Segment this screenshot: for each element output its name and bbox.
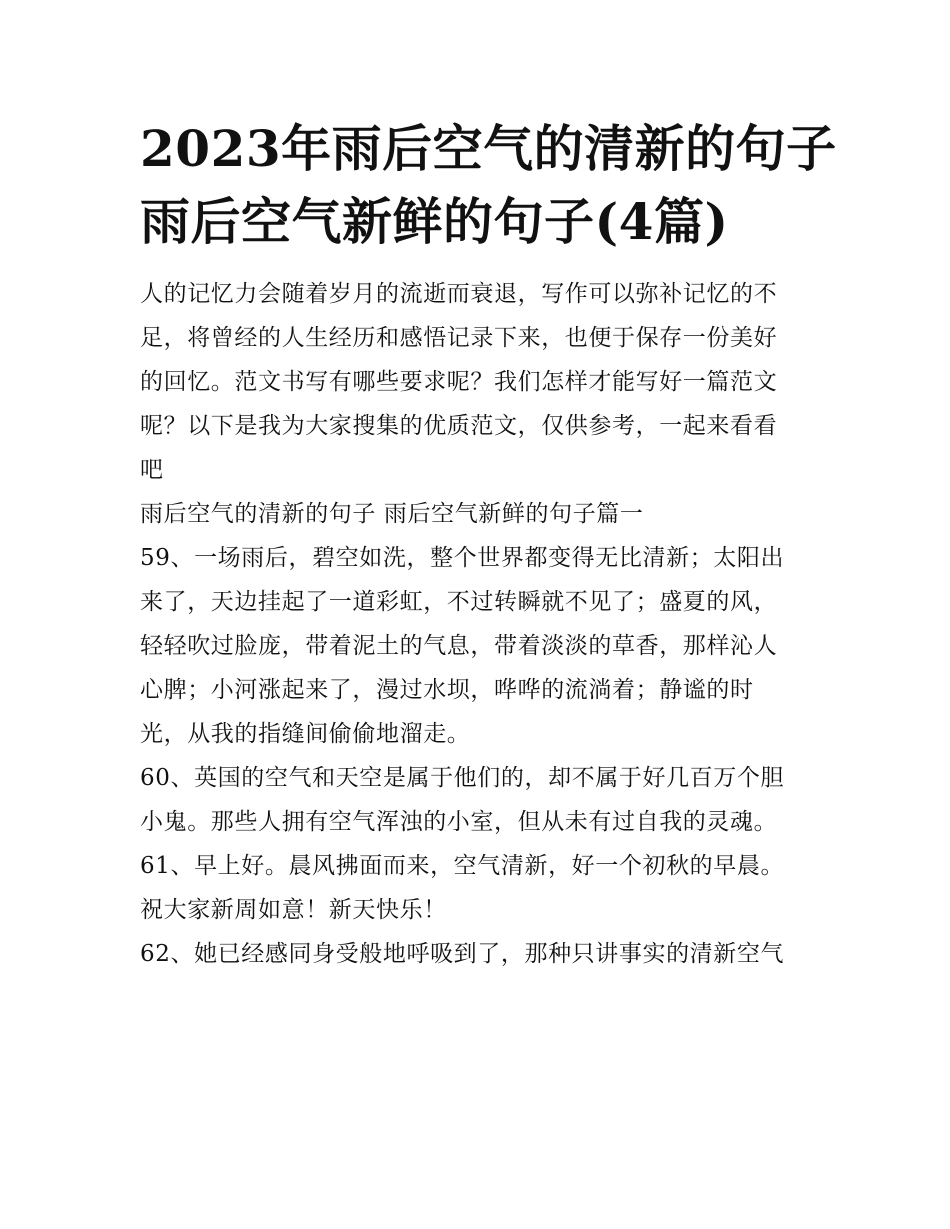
intro-paragraph xyxy=(140,272,820,492)
text-line: 小鬼。那些人拥有空气浑浊的小室，但从未有过自我的灵魂。 xyxy=(140,809,778,835)
document-title xyxy=(140,112,837,258)
section-heading xyxy=(140,492,820,536)
sentence-item-61 xyxy=(140,844,820,932)
text-line: 吧 xyxy=(140,457,164,483)
text-line: 轻轻吹过脸庞，带着泥土的气息，带着淡淡的草香，那样沁人 xyxy=(140,633,778,659)
text-line: 祝大家新周如意！新天快乐！ xyxy=(140,897,447,923)
text-line: 人的记忆力会随着岁月的流逝而衰退，写作可以弥补记忆的不 xyxy=(140,281,778,307)
section-heading-text: 雨后空气的清新的句子 雨后空气新鲜的句子篇一 xyxy=(140,501,644,527)
text-line: 光，从我的指缝间偷偷地溜走。 xyxy=(140,721,471,747)
text-line: 59、一场雨后，碧空如洗，整个世界都变得无比清新；太阳出 xyxy=(140,545,785,571)
text-line: 心脾；小河涨起来了，漫过水坝，哗哗的流淌着；静谧的时 xyxy=(140,677,754,703)
sentence-item-62 xyxy=(140,932,820,976)
text-line: 62、她已经感同身受般地呼吸到了，那种只讲事实的清新空气 xyxy=(140,941,785,967)
text-line: 的回忆。范文书写有哪些要求呢？我们怎样才能写好一篇范文 xyxy=(140,369,778,395)
sentence-item-59 xyxy=(140,536,820,756)
title-line: 雨后空气新鲜的句子(4篇) xyxy=(140,192,729,251)
title-line: 2023年雨后空气的清新的句子 xyxy=(140,119,837,178)
text-line: 足，将曾经的人生经历和感悟记录下来，也便于保存一份美好 xyxy=(140,325,778,351)
sentence-item-60 xyxy=(140,756,820,844)
text-line: 60、英国的空气和天空是属于他们的，却不属于好几百万个胆 xyxy=(140,765,785,791)
text-line: 61、早上好。晨风拂面而来，空气清新，好一个初秋的早晨。 xyxy=(140,853,785,879)
document-content xyxy=(140,112,837,976)
text-line: 来了，天边挂起了一道彩虹，不过转瞬就不见了；盛夏的风， xyxy=(140,589,778,615)
text-line: 呢？以下是我为大家搜集的优质范文，仅供参考，一起来看看 xyxy=(140,413,778,439)
